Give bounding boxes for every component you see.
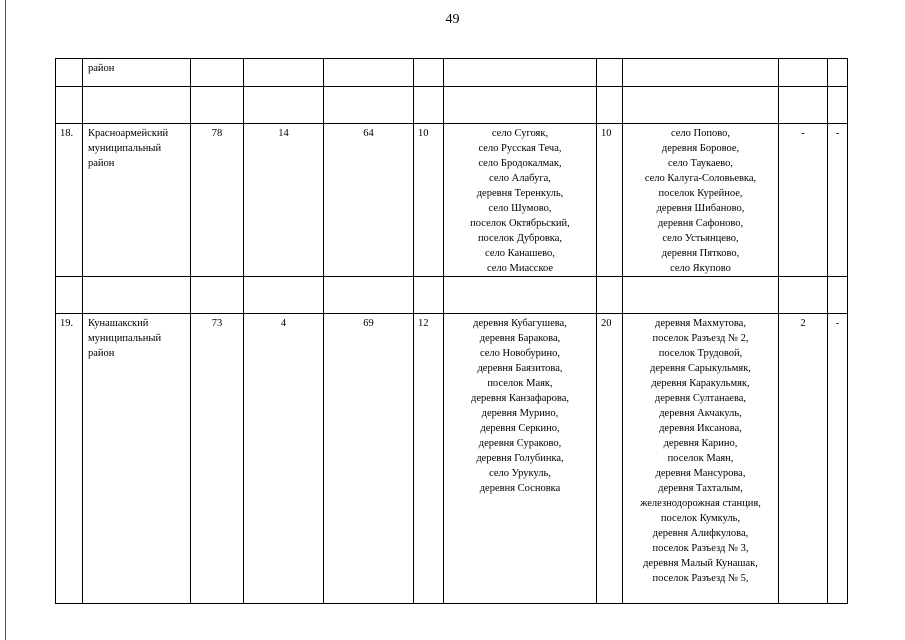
settlement-item: поселок Разъезд № 5, — [652, 573, 749, 584]
cell-list1 — [444, 314, 597, 604]
settlement-item: поселок Кумкуль, — [660, 513, 741, 524]
page-number: 49 — [445, 12, 460, 27]
cell-list2 — [623, 314, 779, 604]
table-row-spacer — [56, 277, 848, 314]
settlement-item: деревня Сураково, — [478, 438, 562, 449]
cell-total — [191, 59, 244, 87]
district-name-line: муниципальный — [88, 333, 162, 344]
cell-number: 19. — [56, 314, 83, 604]
settlement-item: поселок Трудовой, — [658, 348, 743, 359]
settlement-item: поселок Маяк, — [487, 378, 553, 389]
settlement-item: деревня Пятково, — [661, 248, 740, 259]
settlement-item: село Бродокалмак, — [478, 158, 562, 169]
cell-col6: 10 — [414, 124, 444, 277]
settlement-item: деревня Канзафарова, — [471, 393, 569, 404]
settlement-item: село Алабуга, — [489, 173, 551, 184]
cell-col10: - — [779, 124, 828, 277]
settlement-item: деревня Сосновка — [479, 483, 561, 494]
cell-col6: 12 — [414, 314, 444, 604]
cell-col10 — [779, 59, 828, 87]
settlement-item: деревня Тахталым, — [658, 483, 743, 494]
cell-col11: - — [828, 124, 848, 277]
cell-district-name — [83, 314, 191, 604]
cell-col4 — [244, 59, 324, 87]
settlements-table — [55, 58, 848, 604]
settlement-item: село Якупово — [670, 263, 731, 274]
settlement-item: поселок Разъезд № 3, — [652, 543, 749, 554]
table-row — [56, 314, 848, 604]
cell-list1 — [444, 124, 597, 277]
settlement-item: село Попово, — [670, 128, 731, 139]
settlement-item: село Калуга-Соловьевка, — [644, 173, 757, 184]
settlement-item: деревня Сафоново, — [657, 218, 744, 229]
cell-number: 18. — [56, 124, 83, 277]
settlement-item: деревня Голубинка, — [476, 453, 564, 464]
settlement-item: село Русская Теча, — [478, 143, 562, 154]
cell-list2 — [623, 59, 779, 87]
settlement-item: деревня Алифкулова, — [652, 528, 749, 539]
settlement-item: деревня Теренкуль, — [476, 188, 564, 199]
cell-col8: 20 — [597, 314, 623, 604]
settlement-item: железнодорожная станция, — [640, 498, 761, 509]
cell-col5 — [324, 59, 414, 87]
settlement-item: деревня Каракульмяк, — [651, 378, 750, 389]
cell-district-name — [83, 124, 191, 277]
settlement-item: деревня Карино, — [663, 438, 738, 449]
settlement-item: поселок Курейное, — [658, 188, 743, 199]
settlement-item: деревня Боровое, — [661, 143, 740, 154]
cell-col8: 10 — [597, 124, 623, 277]
district-name-line: Кунашакский — [88, 318, 149, 329]
district-name-line: район — [88, 348, 115, 359]
cell-col4: 14 — [244, 124, 324, 277]
cell-col5: 69 — [324, 314, 414, 604]
settlement-item: деревня Акчакуль, — [659, 408, 742, 419]
settlement-item: деревня Мурино, — [481, 408, 559, 419]
settlement-item: деревня Мансурова, — [655, 468, 746, 479]
settlement-item: деревня Шибаново, — [656, 203, 745, 214]
settlement-item: село Урукуль, — [489, 468, 551, 479]
district-name-line: муниципальный — [88, 143, 162, 154]
settlement-item: деревня Иксанова, — [659, 423, 742, 434]
settlement-item: деревня Султанаева, — [654, 393, 747, 404]
cell-total: 73 — [191, 314, 244, 604]
cell-col5: 64 — [324, 124, 414, 277]
cell-col11 — [828, 59, 848, 87]
cell-col11: - — [828, 314, 848, 604]
settlement-item: деревня Сарыкульмяк, — [650, 363, 751, 374]
cell-col10: 2 — [779, 314, 828, 604]
table-row — [56, 124, 848, 277]
settlement-item: село Новобурино, — [479, 348, 561, 359]
cell-district-name: район — [83, 59, 191, 87]
cell-total: 78 — [191, 124, 244, 277]
settlement-item: поселок Октябрьский, — [470, 218, 570, 229]
cell-list2 — [623, 124, 779, 277]
settlement-item: деревня Малый Кунашак, — [643, 558, 758, 569]
cell-number — [56, 59, 83, 87]
settlement-item: поселок Маян, — [667, 453, 734, 464]
settlement-item: деревня Кубагушева, — [473, 318, 567, 329]
cell-col6 — [414, 59, 444, 87]
district-name-line: район — [88, 158, 115, 169]
settlement-item: село Сугояк, — [491, 128, 549, 139]
settlement-item: село Шумово, — [488, 203, 552, 214]
left-page-border — [5, 0, 6, 640]
settlement-item: деревня Баязитова, — [477, 363, 563, 374]
settlement-item: поселок Дубровка, — [477, 233, 563, 244]
settlement-item: село Таукаево, — [667, 158, 734, 169]
cell-list1 — [444, 59, 597, 87]
table-row-spacer — [56, 87, 848, 124]
cell-col4: 4 — [244, 314, 324, 604]
settlement-item: село Канашево, — [485, 248, 555, 259]
settlement-item: деревня Махмутова, — [655, 318, 746, 329]
table-row-continued — [56, 59, 848, 87]
settlement-item: село Устьянцево, — [662, 233, 739, 244]
settlement-item: деревня Серкино, — [480, 423, 560, 434]
settlement-item: деревня Баракова, — [479, 333, 561, 344]
settlement-item: село Миасское — [486, 263, 554, 274]
settlement-item: поселок Разъезд № 2, — [652, 333, 749, 344]
district-name-line: Красноармейский — [88, 128, 169, 139]
cell-col8 — [597, 59, 623, 87]
